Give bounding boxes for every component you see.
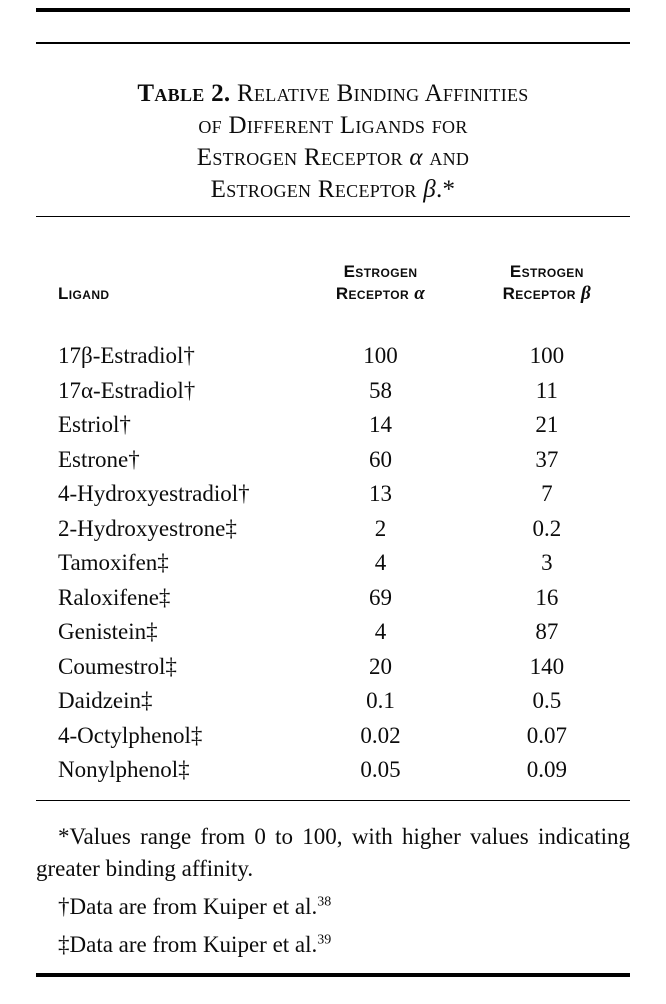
col-header-receptor-alpha xyxy=(297,217,463,325)
footnote-double-dagger xyxy=(36,929,630,961)
title-line-4 xyxy=(36,174,630,206)
header-beta-line1: Estrogen xyxy=(509,262,584,281)
footnote-values-range: *Values range from 0 to 100, with higher values indicating greater binding affinity. xyxy=(36,823,630,881)
title-text-4: Estrogen Receptor xyxy=(210,176,417,203)
ligand-cell: 17α-Estradiol† xyxy=(58,377,196,403)
beta-value-cell: 37 xyxy=(535,446,559,472)
ligand-cell: Raloxifene‡ xyxy=(58,584,171,610)
beta-value-cell: 0.07 xyxy=(526,722,567,748)
title-line-3 xyxy=(36,142,630,174)
beta-value-cell: 7 xyxy=(541,481,553,506)
footnote-double-dagger-ref: 39 xyxy=(317,931,332,947)
alpha-value-cell: 100 xyxy=(363,343,398,368)
table-row xyxy=(36,443,630,478)
header-alpha-line2: Receptor xyxy=(335,284,410,303)
ligand-cell: Nonylphenol‡ xyxy=(58,757,190,782)
ligand-cell: Estriol† xyxy=(58,412,131,437)
alpha-value-cell: 60 xyxy=(369,446,393,472)
beta-value-cell: 87 xyxy=(535,619,559,644)
title-text-3b: and xyxy=(429,144,470,171)
beta-symbol: β xyxy=(580,283,592,304)
alpha-value-cell: 0.1 xyxy=(366,688,395,713)
ligand-cell: Estrone† xyxy=(58,446,140,472)
col-header-ligand: Ligand xyxy=(58,284,110,303)
ligand-cell: Daidzein‡ xyxy=(58,688,153,713)
table-row xyxy=(36,650,630,685)
footnote-dagger-text: †Data are from Kuiper et al. xyxy=(58,893,318,919)
ligand-cell: 2-Hydroxyestrone‡ xyxy=(58,515,237,541)
header-row xyxy=(36,217,630,325)
beta-value-cell: 21 xyxy=(535,412,559,437)
table-row xyxy=(36,753,630,788)
table-row xyxy=(36,546,630,581)
beta-value-cell: 100 xyxy=(529,343,565,368)
beta-value-cell: 0.5 xyxy=(532,688,562,713)
alpha-value-cell: 2 xyxy=(374,515,387,541)
alpha-symbol: α xyxy=(414,283,426,304)
table-row xyxy=(36,684,630,719)
alpha-symbol: α xyxy=(409,144,423,171)
title-text-2: of Different Ligands for xyxy=(198,112,468,139)
top-thin-rule xyxy=(36,42,630,44)
table-row xyxy=(36,719,630,754)
bottom-thick-rule xyxy=(36,973,630,977)
alpha-value-cell: 58 xyxy=(369,377,393,403)
top-thick-rule xyxy=(36,8,630,12)
footnote-dagger xyxy=(36,891,630,923)
binding-affinities-table xyxy=(36,217,630,788)
alpha-value-cell: 20 xyxy=(369,653,393,679)
footnote-double-dagger-text: ‡Data are from Kuiper et al. xyxy=(58,931,318,957)
table-row xyxy=(36,325,630,374)
header-beta-line2: Receptor xyxy=(502,284,576,303)
header-alpha-line1: Estrogen xyxy=(343,262,418,281)
beta-value-cell: 0.09 xyxy=(526,757,567,782)
beta-value-cell: 0.2 xyxy=(532,515,562,541)
table-row xyxy=(36,615,630,650)
beta-symbol: β xyxy=(423,176,436,203)
beta-value-cell: 3 xyxy=(541,550,553,575)
table-row xyxy=(36,374,630,409)
ligand-cell: 17β-Estradiol† xyxy=(58,343,195,368)
title-text-4b: .* xyxy=(435,176,456,203)
ligand-cell: 4-Hydroxyestradiol† xyxy=(58,481,250,506)
table-number: Table 2. xyxy=(137,80,231,107)
title-line-1 xyxy=(36,78,630,110)
table-bottom-rule xyxy=(36,800,630,801)
beta-value-cell: 11 xyxy=(535,377,558,403)
alpha-value-cell: 69 xyxy=(369,584,393,610)
table-row xyxy=(36,512,630,547)
ligand-cell: Genistein‡ xyxy=(58,619,158,644)
title-line-2 xyxy=(36,110,630,142)
alpha-value-cell: 13 xyxy=(369,481,393,506)
col-header-receptor-beta xyxy=(464,217,630,325)
alpha-value-cell: 0.05 xyxy=(360,757,401,782)
ligand-cell: Tamoxifen‡ xyxy=(58,550,169,575)
alpha-value-cell: 0.02 xyxy=(360,722,401,748)
table-row xyxy=(36,477,630,512)
beta-value-cell: 16 xyxy=(535,584,559,610)
ligand-cell: Coumestrol‡ xyxy=(58,653,177,679)
title-text-3: Estrogen Receptor xyxy=(196,144,403,171)
table-title xyxy=(36,78,630,206)
title-text-1: Relative Binding Affinities xyxy=(237,80,529,107)
alpha-value-cell: 4 xyxy=(374,550,387,575)
beta-value-cell: 140 xyxy=(529,653,565,679)
footnote-dagger-ref: 38 xyxy=(317,893,332,909)
table-row xyxy=(36,581,630,616)
table-row xyxy=(36,408,630,443)
ligand-cell: 4-Octylphenol‡ xyxy=(58,722,203,748)
alpha-value-cell: 14 xyxy=(369,412,393,437)
alpha-value-cell: 4 xyxy=(374,619,387,644)
